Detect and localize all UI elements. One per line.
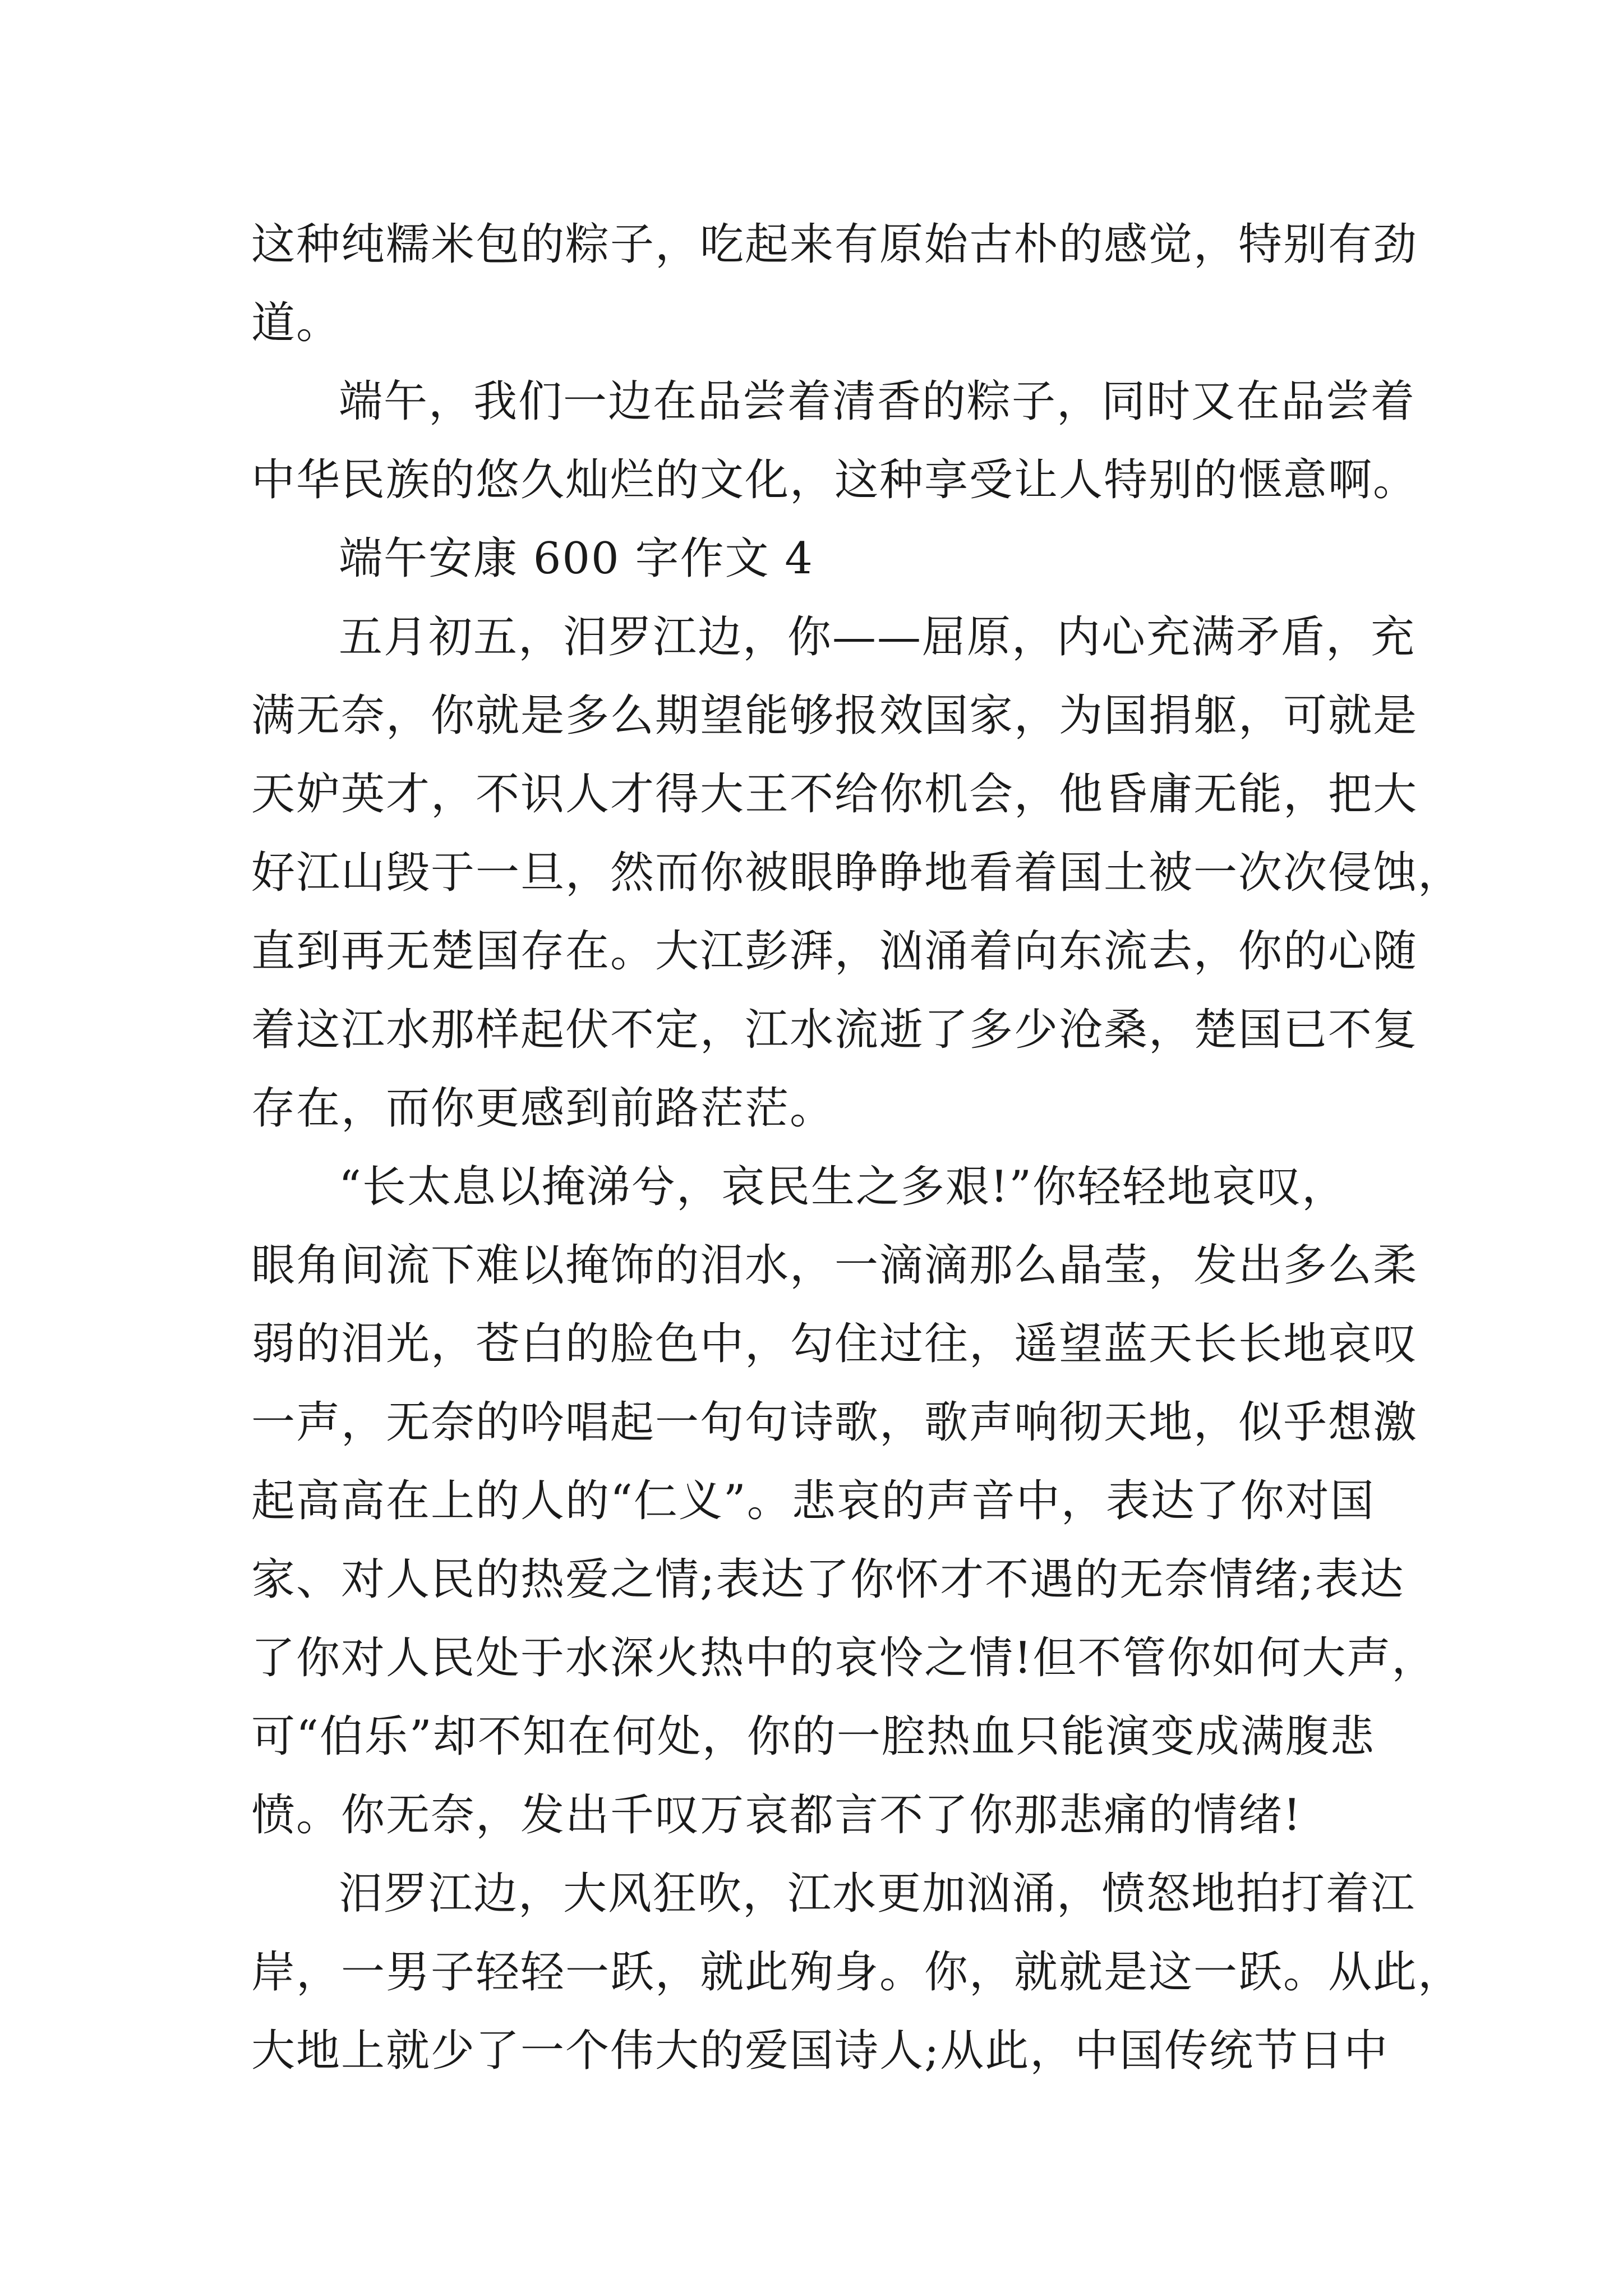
paragraph-start-line: 汨罗江边，大风狂吹，江水更加汹涌，愤怒地拍打着江 bbox=[339, 1869, 1416, 1919]
text-line: 一声，无奈的吟唱起一句句诗歌，歌声响彻天地，似乎想激 bbox=[251, 1397, 1418, 1448]
text-line: 家、对人民的热爱之情;表达了你怀才不遇的无奈情绪;表达 bbox=[251, 1554, 1405, 1605]
paragraph-start-line: 端午，我们一边在品尝着清香的粽子，同时又在品尝着 bbox=[339, 376, 1416, 427]
text-line: 了你对人民处于水深火热中的哀怜之情!但不管你如何大声， bbox=[251, 1633, 1437, 1683]
section-heading: 端午安康 600 字作文 4 bbox=[339, 533, 814, 584]
text-line: 好江山毁于一旦，然而你被眼睁睁地看着国土被一次次侵蚀， bbox=[251, 848, 1463, 898]
text-line: 岸，一男子轻轻一跃，就此殉身。你，就就是这一跃。从此， bbox=[251, 1947, 1463, 1998]
text-line: 愤。你无奈，发出千叹万哀都言不了你那悲痛的情绪! bbox=[251, 1790, 1302, 1841]
text-line: 直到再无楚国存在。大江彭湃，汹涌着向东流去，你的心随 bbox=[251, 926, 1418, 977]
paragraph-start-line: “长太息以掩涕兮，哀民生之多艰!”你轻轻地哀叹， bbox=[339, 1162, 1347, 1212]
text-line: 满无奈，你就是多么期望能够报效国家，为国捐躯，可就是 bbox=[251, 691, 1418, 741]
text-line: 存在，而你更感到前路茫茫。 bbox=[251, 1083, 835, 1134]
text-line: 这种纯糯米包的粽子，吃起来有原始古朴的感觉，特别有劲 bbox=[251, 219, 1418, 270]
text-line: 起高高在上的人的“仁义”。悲哀的声音中，表达了你对国 bbox=[251, 1476, 1375, 1526]
text-line: 着这江水那样起伏不定，江水流逝了多少沧桑，楚国已不复 bbox=[251, 1005, 1418, 1055]
text-line: 天妒英才，不识人才得大王不给你机会，他昏庸无能，把大 bbox=[251, 769, 1418, 820]
text-line: 弱的泪光，苍白的脸色中，勾住过往，遥望蓝天长长地哀叹 bbox=[251, 1319, 1418, 1369]
text-line: 中华民族的悠久灿烂的文化，这种享受让人特别的惬意啊。 bbox=[251, 455, 1418, 505]
text-line: 眼角间流下难以掩饰的泪水，一滴滴那么晶莹，发出多么柔 bbox=[251, 1240, 1418, 1291]
paragraph-start-line: 五月初五，汨罗江边，你——屈原，内心充满矛盾，充 bbox=[339, 612, 1416, 662]
document-body bbox=[251, 205, 1463, 2090]
text-line: 大地上就少了一个伟大的爱国诗人;从此，中国传统节日中 bbox=[251, 2026, 1389, 2076]
text-line: 可“伯乐”却不知在何处，你的一腔热血只能演变成满腹悲 bbox=[251, 1711, 1375, 1762]
text-line: 道。 bbox=[251, 298, 342, 348]
